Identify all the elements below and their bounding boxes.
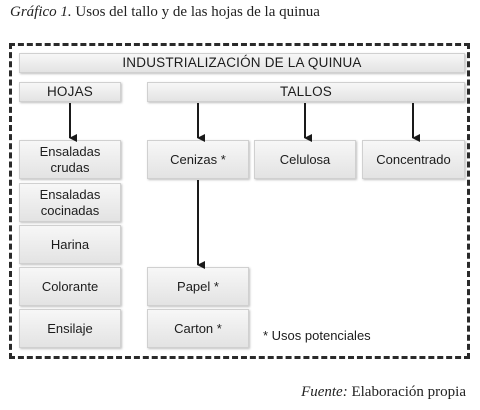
tallos-header-box: TALLOS	[147, 82, 465, 102]
source-label: Fuente:	[301, 384, 348, 400]
tallos-item-concentrado: Concentrado	[362, 140, 465, 179]
source-text: Elaboración propia	[347, 384, 466, 400]
hojas-item-ensaladas-crudas: Ensaladas crudas	[19, 140, 121, 179]
source-line	[301, 384, 466, 401]
industrializacion-box: INDUSTRIALIZACIÓN DE LA QUINUA	[19, 53, 465, 73]
hojas-item-harina: Harina	[19, 225, 121, 264]
hojas-item-ensaladas-cocinadas: Ensaladas cocinadas	[19, 183, 121, 222]
potential-uses-note: * Usos potenciales	[263, 328, 371, 343]
cenizas-item-papel: Papel *	[147, 267, 249, 306]
hojas-header-box: HOJAS	[19, 82, 121, 102]
caption-label: Gráfico 1.	[10, 4, 72, 20]
hojas-item-colorante: Colorante	[19, 267, 121, 306]
cenizas-item-carton: Carton *	[147, 309, 249, 348]
tallos-item-celulosa: Celulosa	[254, 140, 356, 179]
hojas-item-ensilaje: Ensilaje	[19, 309, 121, 348]
tallos-item-cenizas: Cenizas *	[147, 140, 249, 179]
caption-text: Usos del tallo y de las hojas de la quinua	[71, 4, 320, 20]
